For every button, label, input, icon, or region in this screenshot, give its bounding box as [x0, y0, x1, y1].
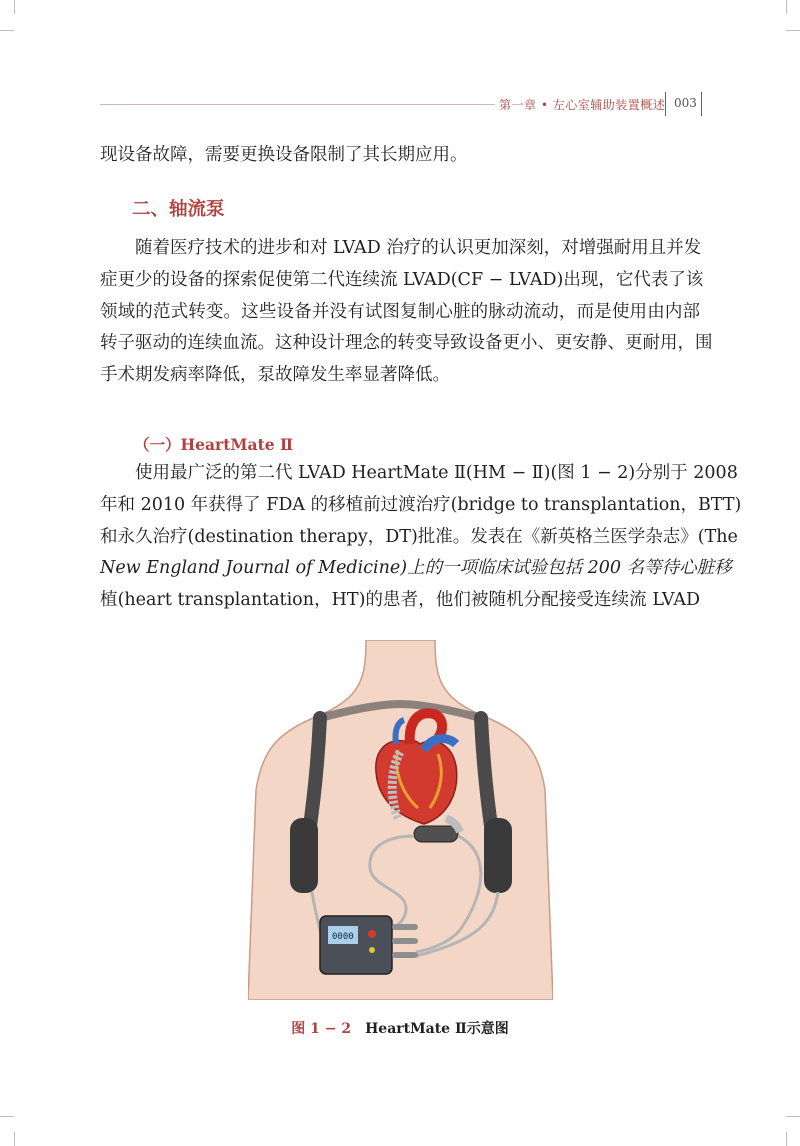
paragraph-heartmate [100, 458, 742, 617]
pump [414, 826, 458, 842]
text-line: 领域的范式转变。这些设备并没有试图复制心脏的脉动流动，而是使用由内部 [100, 301, 700, 322]
header-rule [100, 104, 495, 105]
text-line: 和永久治疗(destination therapy，DT)批准。发表在《新英格兰医学杂志》(The [100, 526, 738, 547]
paragraph-axial-pump [100, 233, 713, 392]
crop-mark [786, 30, 800, 31]
running-header-chapter: 第一章 • 左心室辅助装置概述 [499, 98, 666, 112]
text-line: 手术期发病率降低，泵故障发生率显著降低。 [100, 365, 450, 386]
crop-mark [0, 30, 14, 31]
section-heading: 二、轴流泵 [132, 199, 225, 220]
text-line: 使用最广泛的第二代 LVAD HeartMate Ⅱ(HM − Ⅱ)(图 1 − 2)分别于 2008 [100, 463, 738, 483]
crop-mark [786, 0, 787, 14]
crop-mark [786, 1132, 787, 1146]
text-line: 年和 2010 年获得了 FDA 的移植前过渡治疗(bridge to transplantation，BTT) [100, 494, 742, 515]
heartmate-illustration [248, 640, 553, 1000]
controller-display: 0000 [332, 932, 354, 942]
header-separator [665, 92, 666, 116]
right-battery [484, 818, 512, 893]
crop-mark [14, 1132, 15, 1146]
paragraph-continued [100, 140, 700, 172]
controller [320, 916, 392, 974]
text-line: 转子驱动的连续血流。这种设计理念的转变导致设备更小、更安静、更耐用，围 [100, 333, 713, 354]
torso-shape [248, 640, 553, 1000]
figure-caption [0, 1018, 800, 1038]
crop-mark [0, 1116, 14, 1117]
page-number: 003 [674, 96, 697, 110]
text-line: New England Journal of Medicine)上的一项临床试验包括 200 名等待心脏移 [100, 558, 732, 579]
crop-mark [14, 0, 15, 14]
header-separator [701, 92, 702, 116]
subsection-heading: （一）HeartMate Ⅱ [134, 435, 294, 454]
text-line: 随着医疗技术的进步和对 LVAD 治疗的认识更加深刻，对增强耐用且并发 [100, 238, 702, 258]
caption-number: 图 1 − 2 [291, 1021, 352, 1037]
caption-title: HeartMate Ⅱ示意图 [365, 1021, 509, 1037]
crop-mark [786, 1116, 800, 1117]
text-line: 现设备故障，需要更换设备限制了其长期应用。 [100, 145, 468, 165]
left-battery [290, 818, 318, 893]
text-line: 植(heart transplantation，HT)的患者，他们被随机分配接受连续流 LVAD [100, 590, 700, 611]
text-line: 症更少的设备的探索促使第二代连续流 LVAD(CF − LVAD)出现，它代表了该 [100, 269, 704, 290]
